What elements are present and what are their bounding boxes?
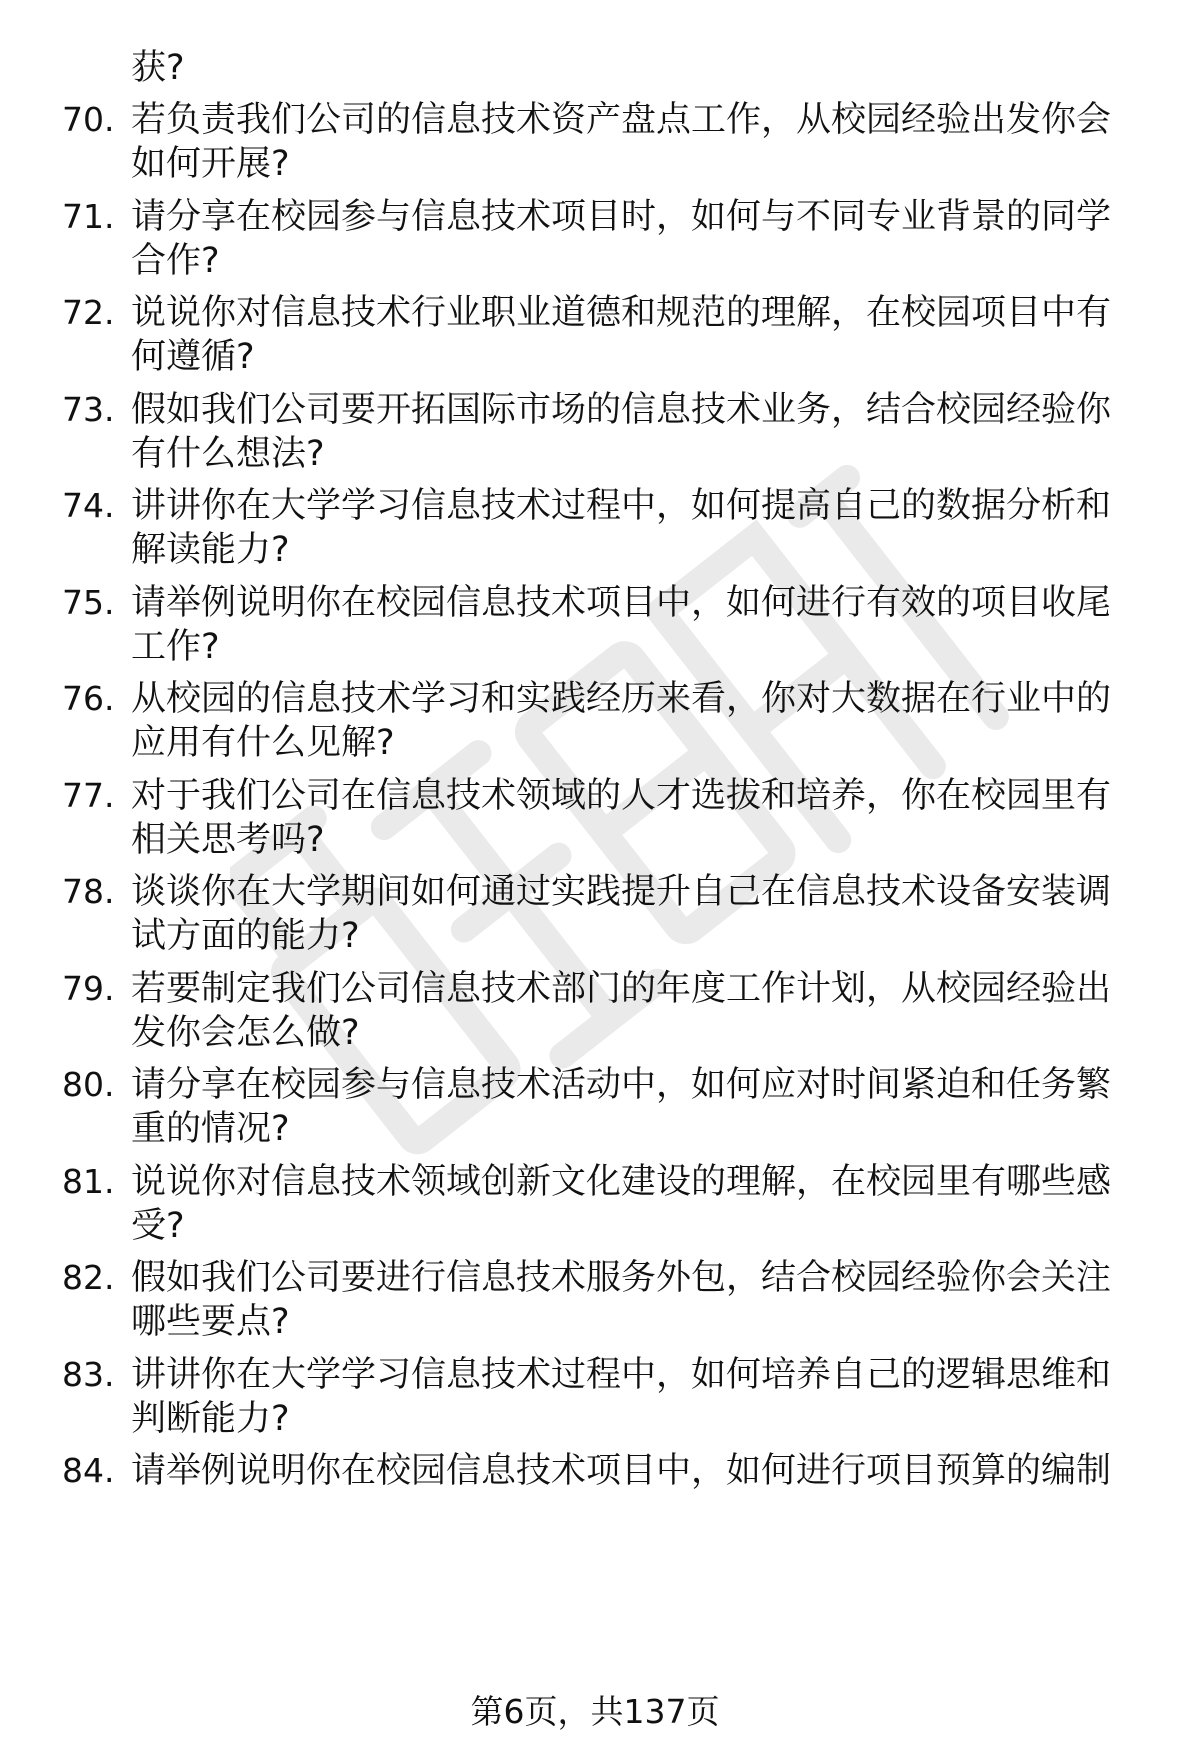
question-line: 请分享在校园参与信息技术项目时，如何与不同专业背景的同学 [131, 196, 1112, 237]
question-number: 82. [62, 1258, 115, 1297]
question-text [131, 1160, 1151, 1248]
question-number: 81. [62, 1161, 115, 1201]
question-number: 75. [62, 582, 115, 622]
question-line: 请举例说明你在校园信息技术项目中，如何进行项目预算的编制 [131, 1451, 1112, 1491]
question-text [131, 581, 1151, 669]
question-text [131, 98, 1151, 186]
question-number: 72. [62, 293, 115, 332]
question-number: 71. [62, 196, 115, 236]
question-line: 如何开展? [131, 144, 290, 184]
question-line: 请举例说明你在校园信息技术项目中，如何进行有效的项目收尾 [131, 582, 1112, 623]
question-line: 假如我们公司要进行信息技术服务外包，结合校园经验你会关注 [131, 1258, 1112, 1298]
question-line: 从校园的信息技术学习和实践经历来看，你对大数据在行业中的 [131, 679, 1112, 719]
question-line: 假如我们公司要开拓国际市场的信息技术业务，结合校园经验你 [131, 389, 1112, 430]
question-line: 何遵循? [131, 337, 255, 377]
question-number: 74. [62, 486, 115, 525]
question-text [131, 388, 1151, 476]
question-number: 80. [62, 1065, 115, 1104]
question-line: 受? [131, 1205, 185, 1246]
question-line: 发你会怎么做? [131, 1012, 360, 1053]
question-text [131, 195, 1151, 283]
question-line: 请分享在校园参与信息技术活动中，如何应对时间紧迫和任务繁 [131, 1065, 1112, 1105]
question-text [131, 484, 1151, 572]
question-line: 合作? [131, 240, 220, 281]
question-line: 若负责我们公司的信息技术资产盘点工作，从校园经验出发你会 [131, 100, 1112, 140]
question-number: 79. [62, 968, 115, 1008]
page-footer: 第6页，共137页 [470, 1692, 720, 1731]
question-line: 讲讲你在大学学习信息技术过程中，如何提高自己的数据分析和 [131, 486, 1112, 526]
question-line: 解读能力? [131, 530, 290, 570]
question-line: 说说你对信息技术行业职业道德和规范的理解，在校园项目中有 [131, 293, 1112, 333]
question-text [131, 1063, 1151, 1151]
question-text [131, 967, 1151, 1055]
question-number: 76. [62, 679, 115, 718]
question-line: 重的情况? [131, 1109, 290, 1149]
question-number: 84. [62, 1451, 115, 1490]
question-text [131, 1256, 1151, 1344]
question-number: 77. [62, 775, 115, 815]
question-number: 78. [62, 872, 115, 911]
question-line: 哪些要点? [131, 1302, 290, 1342]
question-text [131, 774, 1151, 862]
question-text [131, 1353, 1151, 1441]
question-line: 相关思考吗? [131, 819, 325, 860]
question-line: 有什么想法? [131, 433, 325, 474]
question-line: 讲讲你在大学学习信息技术过程中，如何培养自己的逻辑思维和 [131, 1354, 1112, 1395]
question-line: 试方面的能力? [131, 916, 360, 956]
question-line: 应用有什么见解? [131, 723, 395, 763]
question-line: 对于我们公司在信息技术领域的人才选拔和培养，你在校园里有 [131, 775, 1112, 816]
question-line: 工作? [131, 626, 220, 667]
question-text-continuation: 获? [131, 48, 185, 88]
question-text [131, 677, 1151, 765]
question-line: 谈谈你在大学期间如何通过实践提升自己在信息技术设备安装调 [131, 872, 1112, 912]
question-line: 判断能力? [131, 1398, 290, 1439]
question-line: 说说你对信息技术领域创新文化建设的理解，在校园里有哪些感 [131, 1161, 1112, 1202]
question-text [131, 1449, 1151, 1493]
question-number: 83. [62, 1354, 115, 1394]
question-line: 若要制定我们公司信息技术部门的年度工作计划，从校园经验出 [131, 968, 1112, 1009]
question-number: 73. [62, 389, 115, 429]
question-text [131, 291, 1151, 379]
question-text [131, 870, 1151, 958]
question-number: 70. [62, 100, 115, 139]
